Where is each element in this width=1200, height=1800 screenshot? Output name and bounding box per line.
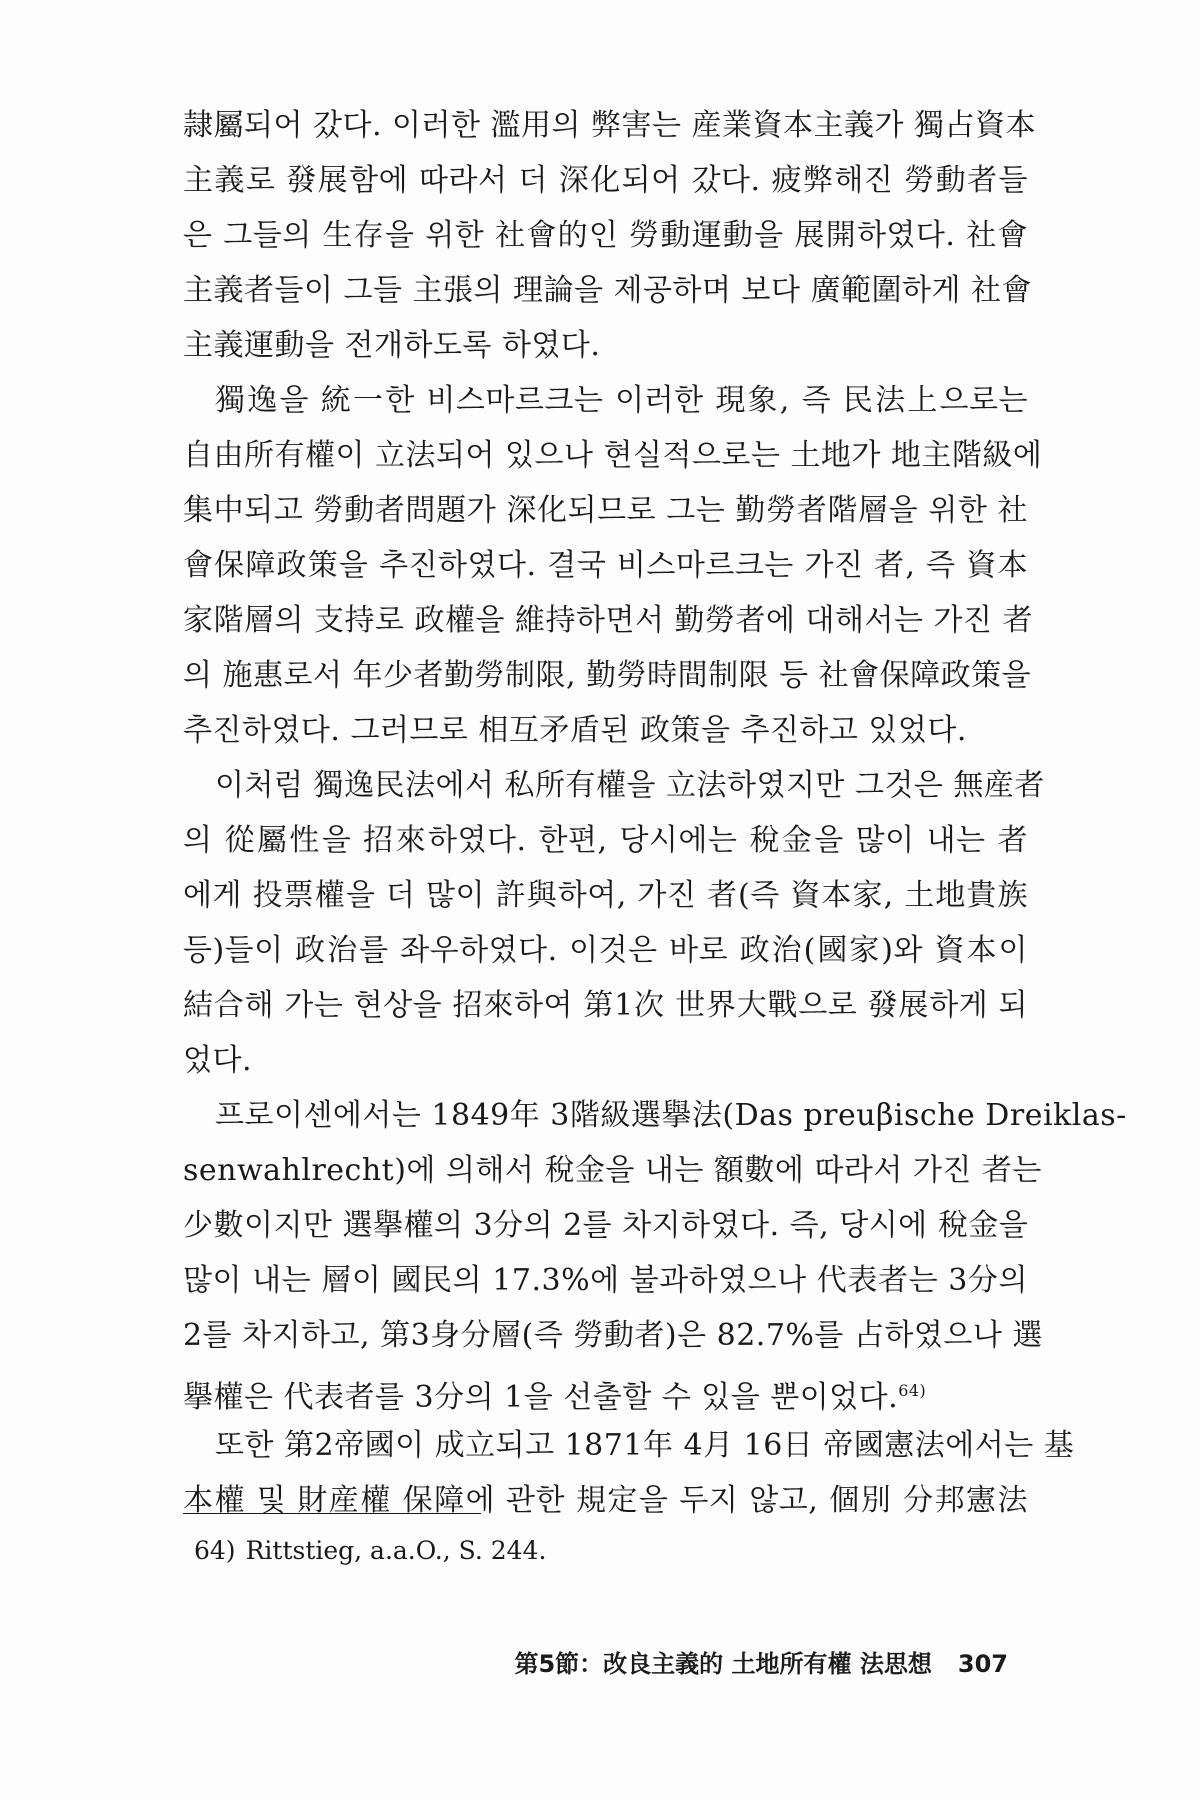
text-line: 會保障政策을 추진하였다. 결국 비스마르크는 가진 者, 즉 資本 [183,548,1028,583]
footnote-number: 64) [194,1536,236,1565]
footnote [194,1536,546,1566]
text-line: 많이 내는 層이 國民의 17.3%에 불과하였으나 代表者는 3分의 [183,1263,1028,1298]
text-line: 에게 投票權을 더 많이 許與하여, 가진 者(즉 資本家, 土地貴族 [183,878,1028,913]
text-line: 의 施惠로서 年少者勤勞制限, 勤勞時間制限 등 社會保障政策을 [183,658,1032,693]
text-line: 自由所有權이 立法되어 있으나 현실적으로는 土地가 地主階級에 [183,438,1043,473]
text-line: 本權 및 財産權 保障에 관한 規定을 두지 않고, 個別 分邦憲法 [183,1483,1028,1518]
footnote-marker: 64) [898,1381,927,1400]
text-line: 主義者들이 그들 主張의 理論을 제공하며 보다 廣範圍하게 社會 [183,273,1032,308]
text-line: 家階層의 支持로 政權을 維持하면서 勤勞者에 대해서는 가진 者 [183,603,1033,638]
footnote-divider [183,1513,481,1514]
text-line: senwahlrecht)에 의해서 稅金을 내는 額數에 따라서 가진 者는 [183,1153,1042,1188]
paragraph-first-line: 프로이센에서는 1849年 3階級選擧法(Das preuβische Dreiklas- [215,1098,1127,1133]
text-line-with-footnote [183,1363,1028,1418]
text-line: 主義로 發展함에 따라서 더 深化되어 갔다. 疲弊해진 勞動者들 [183,163,1028,198]
text-line: 추진하였다. 그러므로 相互矛盾된 政策을 추진하고 있었다. [183,713,967,748]
text-line: 少數이지만 選擧權의 3分의 2를 차지하였다. 즉, 당시에 稅金을 [183,1208,1029,1243]
paragraph-first-line: 또한 第2帝國이 成立되고 1871年 4月 16日 帝國憲法에서는 基 [215,1428,1075,1463]
text-line: 集中되고 勞動者問題가 深化되므로 그는 勤勞者階層을 위한 社 [183,493,1028,528]
section-title: 第5節：改良主義的 土地所有權 法思想 [514,1650,932,1678]
text-line: 2를 차지하고, 第3身分層(즉 勞動者)은 82.7%를 占하였으나 選 [183,1318,1043,1353]
page-number: 307 [957,1650,1008,1678]
paragraph-first-line: 이처럼 獨逸民法에서 私所有權을 立法하였지만 그것은 無産者 [215,768,1045,803]
text-line: 은 그들의 生存을 위한 社會的인 勞動運動을 展開하였다. 社會 [183,218,1028,253]
footnote-text: Rittstieg, a.a.O., S. 244. [245,1536,547,1565]
text-line: 등)들이 政治를 좌우하였다. 이것은 바로 政治(國家)와 資本이 [183,933,1028,968]
text-line: 結合해 가는 현상을 招來하여 第1次 世界大戰으로 發展하게 되 [183,988,1028,1023]
text-line: 었다. [183,1043,252,1078]
text-line: 擧權은 代表者를 3分의 1을 선출할 수 있을 뿐이었다. [183,1380,899,1415]
text-line: 의 從屬性을 招來하였다. 한편, 당시에는 稅金을 많이 내는 者 [183,823,1028,858]
text-line: 主義運動을 전개하도록 하였다. [183,328,601,363]
text-line: 隷屬되어 갔다. 이러한 濫用의 弊害는 産業資本主義가 獨占資本 [183,108,1037,143]
body-text [183,98,1127,1528]
paragraph-first-line: 獨逸을 統一한 비스마르크는 이러한 現象, 즉 民法上으로는 [215,383,1028,418]
running-footer [514,1649,1008,1679]
